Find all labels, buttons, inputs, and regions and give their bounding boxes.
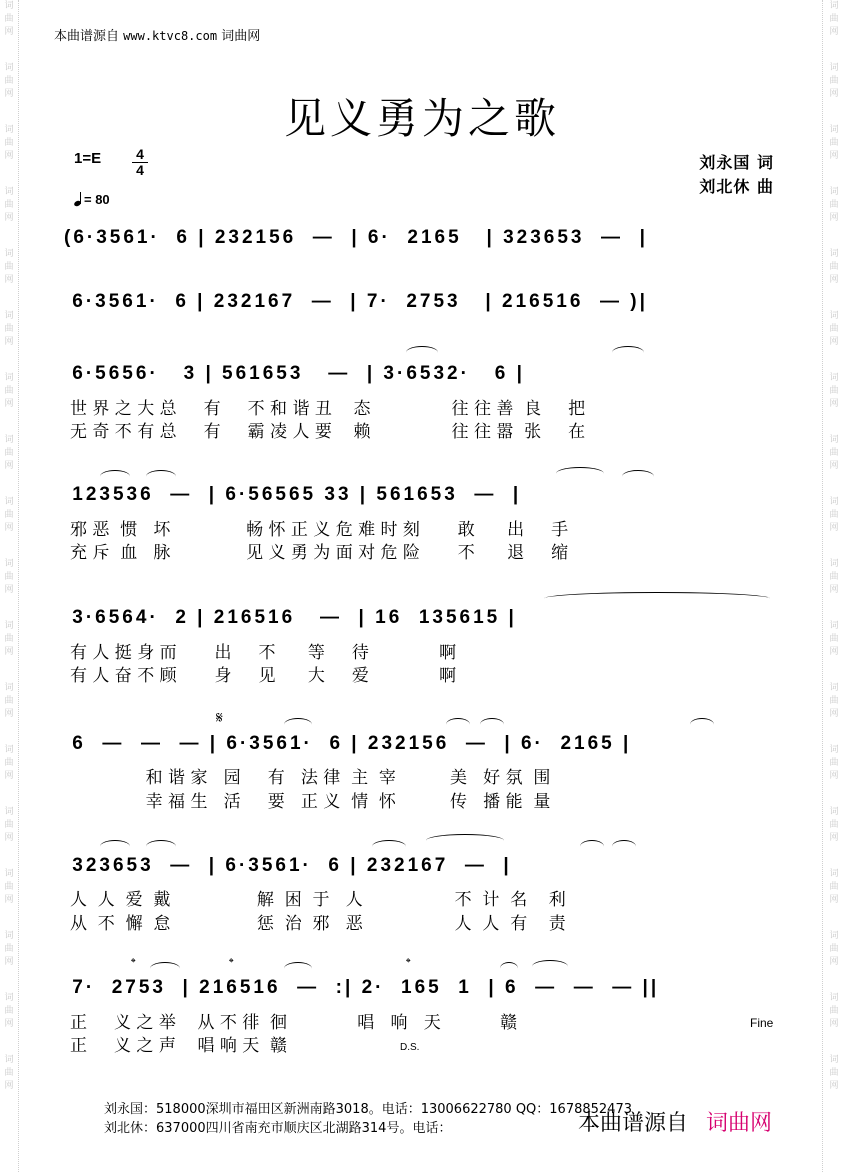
watermark-char: 网: [829, 585, 839, 595]
watermark-char: 网: [4, 337, 14, 347]
watermark-char: 网: [4, 27, 14, 37]
slur: [100, 470, 130, 483]
watermark-group: [826, 558, 842, 620]
watermark-group: [826, 1054, 842, 1116]
coda-icon: 𝄌: [229, 956, 234, 971]
watermark-group: [1, 434, 17, 496]
watermark-group: [826, 992, 842, 1054]
watermark-char: 网: [4, 213, 14, 223]
watermark-group: [1, 868, 17, 930]
watermark-char: 网: [829, 1019, 839, 1029]
watermark-group: [826, 930, 842, 992]
watermark-char: 词: [829, 621, 839, 631]
watermark-char: 曲: [4, 262, 14, 272]
watermark-char: 词: [829, 1, 839, 11]
quarter-note-icon: [74, 192, 84, 206]
watermark-group: [826, 496, 842, 558]
watermark-char: 网: [4, 399, 14, 409]
watermark-group: [826, 682, 842, 744]
watermark-char: 曲: [829, 1068, 839, 1078]
slur: [284, 718, 312, 731]
notation-row: [64, 290, 784, 324]
slur: [500, 962, 518, 975]
lyric-line: 和 谐 家 园 有 法 律 主 宰 美 好 氛 围: [70, 768, 551, 788]
right-watermark-column: [826, 0, 842, 1172]
notation-row-notes: (6·3561· 6 | 232156 — | 6· 2165 | 323653 — |: [64, 227, 648, 248]
watermark-char: 网: [829, 771, 839, 781]
watermark-char: 网: [4, 1019, 14, 1029]
watermark-char: 曲: [4, 448, 14, 458]
slur: [480, 718, 504, 731]
watermark-char: 词: [4, 559, 14, 569]
ds-marking: D.S.: [400, 1042, 420, 1053]
watermark-char: 网: [829, 833, 839, 843]
tempo-marking: [74, 192, 110, 207]
notation-row-notes: 7· 2753 | 216516 — :| 2· 165 1 | 6 — — — ||: [64, 977, 660, 998]
watermark-group: [826, 620, 842, 682]
watermark-char: 曲: [829, 324, 839, 334]
watermark-char: 词: [4, 311, 14, 321]
lyric-line: 幸 福 生 活 要 正 义 情 怀 传 播 能 量: [70, 792, 551, 812]
slur: [612, 840, 636, 853]
notation-row: [64, 854, 784, 888]
right-dotted-border: [822, 0, 823, 1172]
watermark-group: [826, 434, 842, 496]
watermark-char: 网: [4, 523, 14, 533]
time-signature-top: 4: [136, 146, 144, 162]
watermark-char: 网: [4, 771, 14, 781]
watermark-char: 词: [4, 745, 14, 755]
watermark-char: 曲: [829, 76, 839, 86]
watermark-char: 网: [4, 461, 14, 471]
slur: [150, 962, 180, 975]
watermark-char: 网: [829, 89, 839, 99]
watermark-group: [826, 0, 842, 62]
watermark-char: 曲: [829, 572, 839, 582]
source-footer-prefix: 本曲谱源自: [578, 1111, 689, 1136]
watermark-char: 曲: [829, 386, 839, 396]
segno-icon: 𝄋: [216, 708, 223, 727]
watermark-group: [1, 186, 17, 248]
contact-composer: 刘北休：637000四川省南充市顺庆区北湖路314号。电话：: [104, 1121, 452, 1136]
watermark-char: 曲: [4, 324, 14, 334]
watermark-group: [826, 186, 842, 248]
notation-row: [64, 606, 784, 640]
watermark-char: 网: [4, 647, 14, 657]
notation-row-notes: 6·3561· 6 | 232167 — | 7· 2753 | 216516 — )|: [64, 291, 648, 312]
lyric-line: 充 斥 血 脉 见 义 勇 为 面 对 危 险 不 退 缩: [70, 543, 569, 563]
watermark-char: 词: [829, 497, 839, 507]
lyric-line: 从 不 懈 怠 惩 治 邪 恶 人 人 有 责: [70, 914, 566, 934]
watermark-char: 网: [4, 585, 14, 595]
watermark-char: 曲: [829, 138, 839, 148]
slur: [146, 840, 176, 853]
notation-row: [64, 732, 784, 766]
watermark-char: 网: [829, 151, 839, 161]
watermark-char: 词: [829, 187, 839, 197]
watermark-char: 网: [829, 957, 839, 967]
watermark-char: 词: [4, 683, 14, 693]
watermark-char: 词: [829, 63, 839, 73]
watermark-char: 词: [829, 745, 839, 755]
notation-row: [64, 362, 784, 396]
watermark-group: [1, 372, 17, 434]
watermark-char: 词: [4, 931, 14, 941]
watermark-char: 曲: [4, 1006, 14, 1016]
watermark-char: 词: [829, 559, 839, 569]
slur: [532, 960, 568, 973]
slur: [612, 346, 644, 359]
watermark-group: [1, 806, 17, 868]
watermark-group: [1, 682, 17, 744]
watermark-group: [826, 868, 842, 930]
slur: [544, 592, 770, 605]
slur: [580, 840, 604, 853]
watermark-char: 曲: [829, 510, 839, 520]
time-signature: [132, 147, 148, 178]
source-prefix: 本曲谱源自: [54, 29, 120, 44]
watermark-char: 曲: [4, 634, 14, 644]
watermark-group: [826, 248, 842, 310]
watermark-char: 曲: [4, 76, 14, 86]
watermark-char: 网: [4, 89, 14, 99]
slur: [556, 467, 604, 480]
watermark-group: [1, 558, 17, 620]
coda-icon: 𝄌: [406, 956, 411, 971]
watermark-char: 网: [829, 1081, 839, 1091]
watermark-group: [1, 930, 17, 992]
watermark-char: 网: [829, 27, 839, 37]
watermark-char: 曲: [4, 882, 14, 892]
watermark-char: 词: [4, 1055, 14, 1065]
watermark-char: 曲: [4, 944, 14, 954]
watermark-char: 网: [829, 337, 839, 347]
key-signature: 1=E: [74, 150, 102, 167]
lyric-line: 有 人 挺 身 而 出 不 等 待 啊: [70, 643, 457, 663]
watermark-char: 词: [4, 1, 14, 11]
watermark-char: 词: [829, 931, 839, 941]
lyric-line: 有 人 奋 不 顾 身 见 大 爱 啊: [70, 666, 457, 686]
notation-row-notes: 123536 — | 6·56565 33 | 561653 — |: [64, 484, 522, 505]
coda-icon: 𝄌: [131, 956, 136, 971]
watermark-char: 网: [4, 709, 14, 719]
watermark-char: 网: [829, 213, 839, 223]
source-footer-brand[interactable]: 词曲网: [706, 1111, 773, 1136]
watermark-char: 词: [829, 311, 839, 321]
watermark-char: 曲: [829, 758, 839, 768]
watermark-char: 曲: [4, 1068, 14, 1078]
notation-row: [64, 226, 784, 260]
watermark-char: 曲: [4, 14, 14, 24]
watermark-char: 词: [4, 187, 14, 197]
slur: [100, 840, 130, 853]
watermark-char: 曲: [4, 696, 14, 706]
watermark-char: 网: [4, 275, 14, 285]
watermark-char: 曲: [4, 510, 14, 520]
watermark-char: 词: [4, 63, 14, 73]
watermark-char: 词: [4, 807, 14, 817]
watermark-char: 网: [4, 957, 14, 967]
watermark-group: [1, 744, 17, 806]
watermark-char: 词: [829, 683, 839, 693]
watermark-char: 曲: [829, 634, 839, 644]
watermark-char: 网: [829, 523, 839, 533]
source-footer: [578, 1106, 772, 1137]
lyricist-credit: 刘永国 词: [699, 153, 774, 172]
watermark-char: 曲: [829, 1006, 839, 1016]
watermark-char: 网: [829, 895, 839, 905]
slur: [622, 470, 654, 483]
lyric-line: 正 义 之 举 从 不 徘 徊 唱 响 天 赣: [70, 1013, 518, 1033]
watermark-char: 网: [4, 1081, 14, 1091]
notation-row-notes: 3·6564· 2 | 216516 — | 16 135615 |: [64, 607, 517, 628]
watermark-char: 词: [4, 993, 14, 1003]
watermark-group: [826, 806, 842, 868]
watermark-char: 曲: [4, 200, 14, 210]
slur: [284, 962, 312, 975]
watermark-char: 曲: [829, 14, 839, 24]
watermark-group: [826, 372, 842, 434]
watermark-char: 曲: [4, 572, 14, 582]
slur: [446, 718, 470, 731]
slur: [406, 346, 438, 359]
watermark-char: 曲: [4, 386, 14, 396]
lyric-line: 邪 恶 惯 坏 畅 怀 正 义 危 难 时 刻 敢 出 手: [70, 520, 569, 540]
lyric-line: 世 界 之 大 总 有 不 和 谐 丑 态 往 往 善 良 把: [70, 399, 586, 419]
contact-lyricist: 刘永国：518000深圳市福田区新洲南路3018。电话：13006622780 QQ：1678852473: [104, 1102, 632, 1117]
left-watermark-column: [1, 0, 17, 1172]
watermark-char: 词: [829, 807, 839, 817]
watermark-char: 网: [4, 833, 14, 843]
source-site[interactable]: www.ktvc8.com: [123, 29, 218, 43]
lyric-line: 人 人 爱 戴 解 困 于 人 不 计 名 利: [70, 890, 566, 910]
watermark-char: 曲: [829, 448, 839, 458]
time-signature-bottom: 4: [132, 162, 148, 178]
watermark-char: 词: [829, 1055, 839, 1065]
watermark-char: 网: [4, 895, 14, 905]
song-title: 见义勇为之歌: [283, 94, 560, 143]
slur: [372, 840, 406, 853]
watermark-char: 词: [4, 125, 14, 135]
watermark-char: 词: [4, 621, 14, 631]
notation-row-notes: 323653 — | 6·3561· 6 | 232167 — |: [64, 855, 512, 876]
watermark-char: 网: [4, 151, 14, 161]
watermark-char: 曲: [829, 944, 839, 954]
watermark-group: [826, 744, 842, 806]
fine-marking: Fine: [750, 1016, 774, 1030]
lyric-line: 正 义 之 声 唱 响 天 赣: [70, 1036, 288, 1056]
watermark-char: 词: [4, 435, 14, 445]
source-header: [54, 25, 260, 44]
tempo-value: = 80: [84, 192, 110, 207]
watermark-char: 词: [829, 993, 839, 1003]
watermark-char: 词: [4, 869, 14, 879]
watermark-char: 词: [829, 869, 839, 879]
notation-row: [64, 976, 784, 1010]
notation-row: [64, 483, 784, 517]
watermark-group: [1, 620, 17, 682]
watermark-char: 曲: [4, 758, 14, 768]
watermark-char: 曲: [4, 820, 14, 830]
slur: [146, 470, 176, 483]
watermark-char: 曲: [829, 696, 839, 706]
watermark-char: 曲: [829, 820, 839, 830]
watermark-char: 词: [4, 249, 14, 259]
notation-row-notes: 6·5656· 3 | 561653 — | 3·6532· 6 |: [64, 363, 525, 384]
watermark-group: [826, 310, 842, 372]
watermark-char: 曲: [829, 200, 839, 210]
watermark-group: [1, 496, 17, 558]
watermark-group: [1, 1054, 17, 1116]
watermark-char: 词: [829, 435, 839, 445]
watermark-char: 词: [4, 373, 14, 383]
watermark-char: 曲: [829, 882, 839, 892]
watermark-char: 词: [829, 249, 839, 259]
watermark-char: 网: [829, 275, 839, 285]
watermark-char: 网: [829, 461, 839, 471]
watermark-char: 词: [829, 125, 839, 135]
lyric-line: 无 奇 不 有 总 有 霸 凌 人 要 赖 往 往 嚣 张 在: [70, 422, 586, 442]
slur: [426, 834, 504, 847]
source-brand: 词曲网: [221, 29, 261, 44]
watermark-char: 网: [829, 647, 839, 657]
watermark-group: [1, 310, 17, 372]
watermark-char: 曲: [829, 262, 839, 272]
watermark-char: 词: [829, 373, 839, 383]
slur: [690, 718, 714, 731]
watermark-group: [1, 248, 17, 310]
watermark-char: 网: [829, 709, 839, 719]
watermark-group: [1, 0, 17, 62]
composer-credit: 刘北休 曲: [699, 177, 774, 196]
notation-row-notes: 6 — — — | 6·3561· 6 | 232156 — | 6· 2165 |: [64, 733, 632, 754]
watermark-group: [1, 992, 17, 1054]
left-dotted-border: [18, 0, 19, 1172]
watermark-char: 词: [4, 497, 14, 507]
watermark-char: 网: [829, 399, 839, 409]
watermark-char: 曲: [4, 138, 14, 148]
